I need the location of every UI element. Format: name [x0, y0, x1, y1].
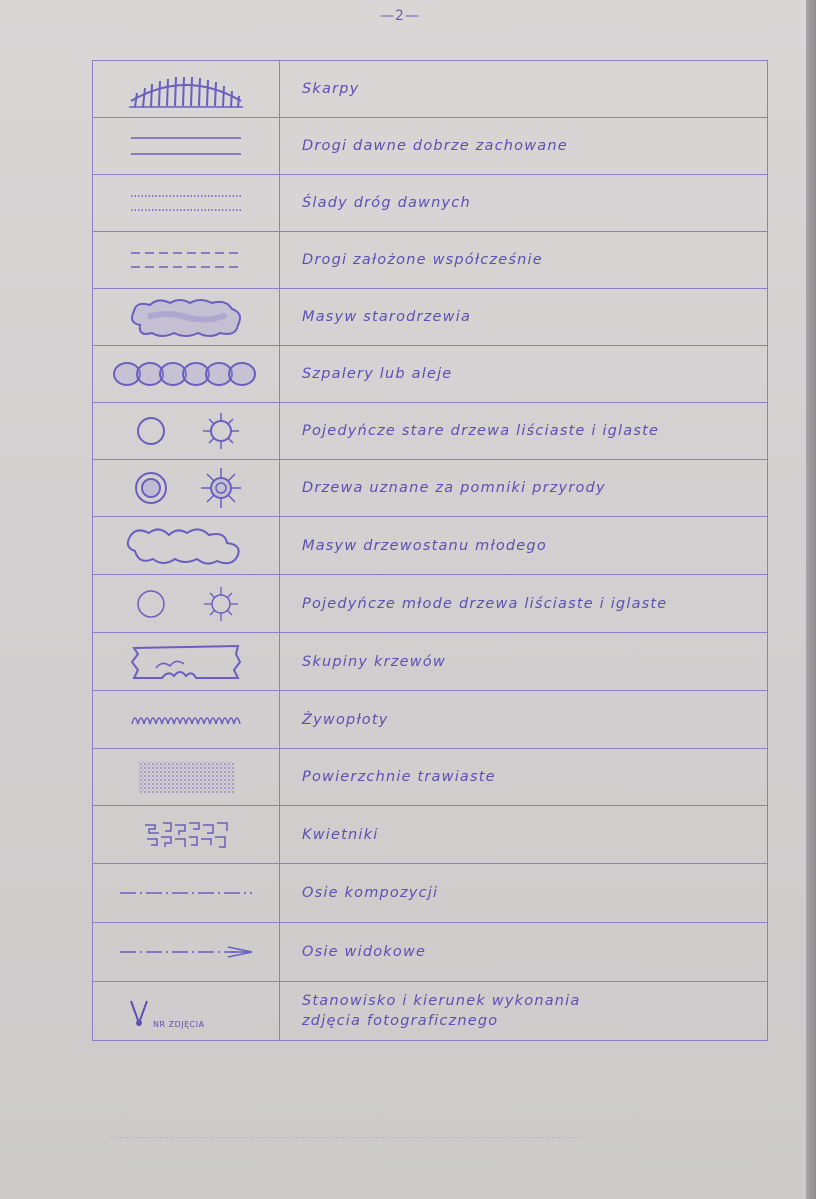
legend-table [92, 60, 768, 1041]
legend-label: Masyw drzewostanu młodego [302, 537, 547, 554]
legend-label: Drogi założone współcześnie [302, 252, 543, 268]
legend-label: Pojedyńcze stare drzewa liściaste i iglaste [302, 423, 660, 439]
legend-label-line1: Stanowisko i kierunek wykonania [302, 993, 581, 1009]
legend-row [93, 575, 767, 633]
shrub-group-icon [93, 633, 280, 690]
legend-label: Drzewa uznane za pomniki przyrody [302, 480, 606, 496]
slopes-hatch-icon [93, 61, 280, 117]
legend-label: Drogi dawne dobrze zachowane [302, 138, 568, 154]
legend-row [93, 289, 767, 346]
page-edge [806, 0, 816, 1199]
solid-double-line-icon [93, 118, 280, 174]
young-tree-cluster-icon [93, 517, 280, 574]
legend-row [93, 517, 767, 575]
legend-label: Szpalery lub aleje [302, 366, 453, 382]
legend-row [93, 460, 767, 517]
legend-row [93, 61, 767, 118]
legend-row [93, 232, 767, 289]
legend-row [93, 346, 767, 403]
legend-label [280, 982, 767, 1040]
single-young-trees-icon [93, 575, 280, 632]
legend-row [93, 118, 767, 175]
legend-row [93, 864, 767, 923]
legend-label-line2: zdjęcia fotograficznego [302, 1013, 499, 1029]
legend-row [93, 691, 767, 749]
legend-label: Skupiny krzewów [302, 653, 446, 670]
view-axis-icon [93, 923, 280, 981]
legend-row [93, 982, 767, 1040]
single-old-trees-icon [93, 403, 280, 459]
page-number: —2— [380, 8, 420, 24]
legend-label: Kwietniki [302, 826, 379, 843]
legend-row [93, 175, 767, 232]
legend-row [93, 806, 767, 864]
dashed-double-line-icon [93, 232, 280, 288]
flowerbed-icon [93, 806, 280, 863]
legend-row [93, 403, 767, 460]
legend-label: Masyw starodrzewia [302, 309, 472, 325]
legend-label: Osie widokowe [302, 944, 427, 960]
legend-label: Osie kompozycji [302, 885, 439, 901]
grass-area-icon [93, 749, 280, 805]
composition-axis-icon [93, 864, 280, 922]
hedge-icon [93, 691, 280, 748]
old-tree-cluster-icon [93, 289, 280, 345]
legend-row [93, 633, 767, 691]
legend-label: Pojedyńcze młode drzewa liściaste i iglaste [302, 595, 668, 612]
legend-label: Ślady dróg dawnych [302, 195, 471, 211]
footer-smudge-line [110, 1137, 580, 1138]
photo-position-icon [93, 982, 280, 1040]
legend-label: Żywopłoty [302, 711, 389, 728]
dotted-double-line-icon [93, 175, 280, 231]
tree-row-icon [93, 346, 280, 402]
legend-label: Powierzchnie trawiaste [302, 769, 496, 785]
legend-label: Skarpy [302, 81, 360, 97]
photo-number-label: NR ZDJĘCIA [153, 1020, 205, 1029]
legend-row [93, 923, 767, 982]
monument-trees-icon [93, 460, 280, 516]
legend-row [93, 749, 767, 806]
